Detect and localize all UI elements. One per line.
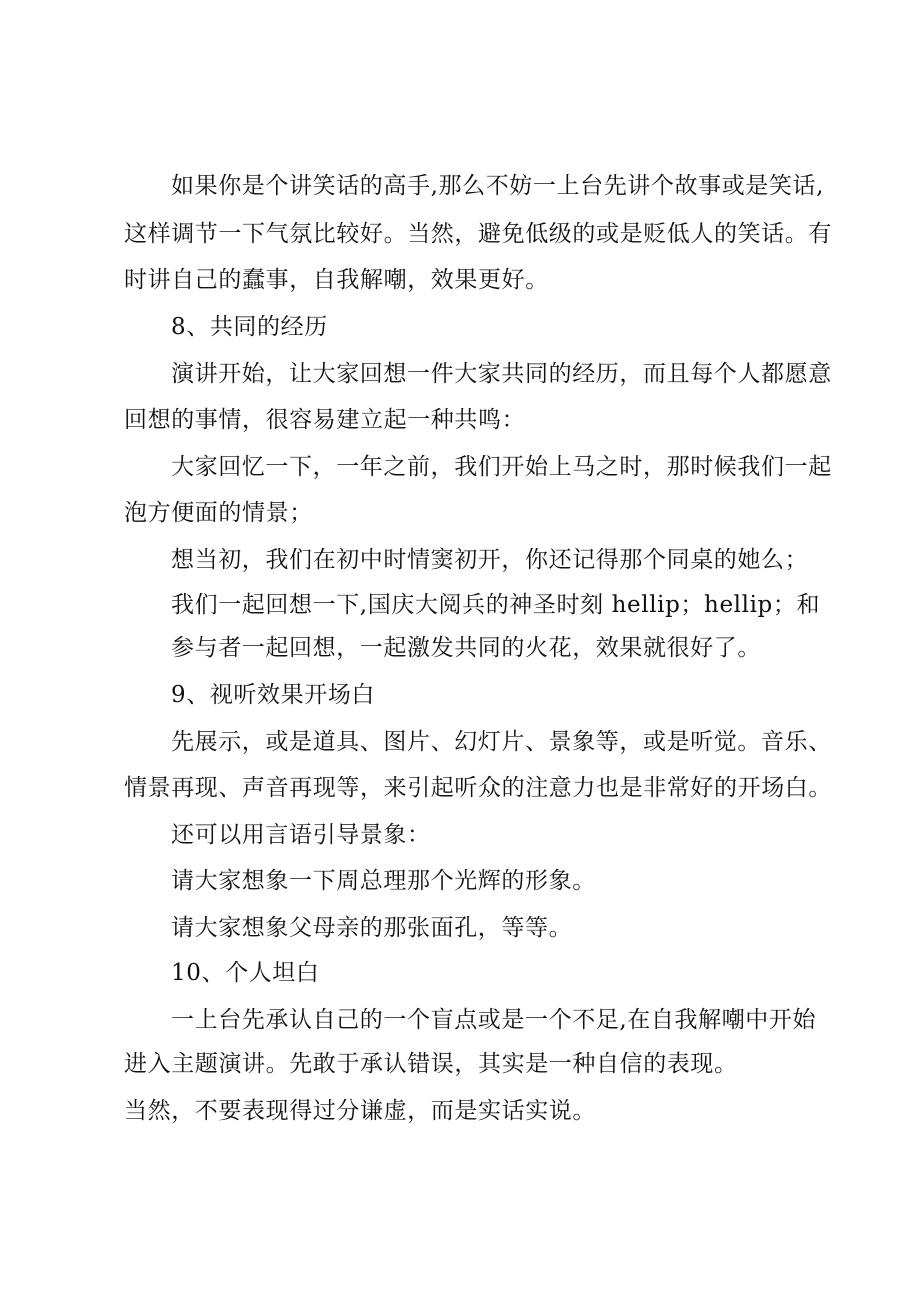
paragraph-line: 这样调节一下气氛比较好。当然，避免低级的或是贬低人的笑话。有	[124, 221, 832, 247]
section-heading: 9、视听效果开场白	[171, 682, 376, 708]
paragraph-line: 泡方便面的情景；	[124, 500, 313, 526]
paragraph-line: 一上台先承认自己的一个盲点或是一个不足,在自我解嘲中开始	[171, 1007, 817, 1033]
paragraph-line: 当然，不要表现得过分谦虚，而是实话实说。	[124, 1098, 596, 1124]
paragraph-line: 参与者一起回想，一起激发共同的火花，效果就很好了。	[171, 635, 761, 661]
paragraph-line: 回想的事情，很容易建立起一种共鸣：	[124, 407, 526, 433]
paragraph-line: 时讲自己的蠢事，自我解嘲，效果更好。	[124, 267, 549, 293]
paragraph-line: 先展示，或是道具、图片、幻灯片、景象等，或是听觉。音乐、	[171, 729, 832, 755]
paragraph-line: 我们一起回想一下,国庆大阅兵的神圣时刻 hellip；hellip；和	[171, 592, 821, 618]
paragraph-line: 大家回忆一下，一年之前，我们开始上马之时，那时候我们一起	[171, 454, 832, 480]
paragraph-line: 如果你是个讲笑话的高手,那么不妨一上台先讲个故事或是笑话,	[171, 173, 825, 199]
paragraph-line: 演讲开始，让大家回想一件大家共同的经历，而且每个人都愿意	[171, 361, 832, 387]
paragraph-line: 请大家想象父母亲的那张面孔，等等。	[171, 915, 573, 941]
paragraph-line: 还可以用言语引导景象：	[171, 822, 431, 848]
section-heading: 8、共同的经历	[171, 314, 328, 340]
paragraph-line: 想当初，我们在初中时情窦初开，你还记得那个同桌的她么；	[171, 547, 809, 573]
paragraph-line: 进入主题演讲。先敢于承认错误，其实是一种自信的表现。	[124, 1051, 738, 1077]
section-heading: 10、个人坦白	[171, 960, 320, 986]
paragraph-line: 请大家想象一下周总理那个光辉的形象。	[171, 868, 596, 894]
paragraph-line: 情景再现、声音再现等，来引起听众的注意力也是非常好的开场白。	[124, 775, 832, 801]
